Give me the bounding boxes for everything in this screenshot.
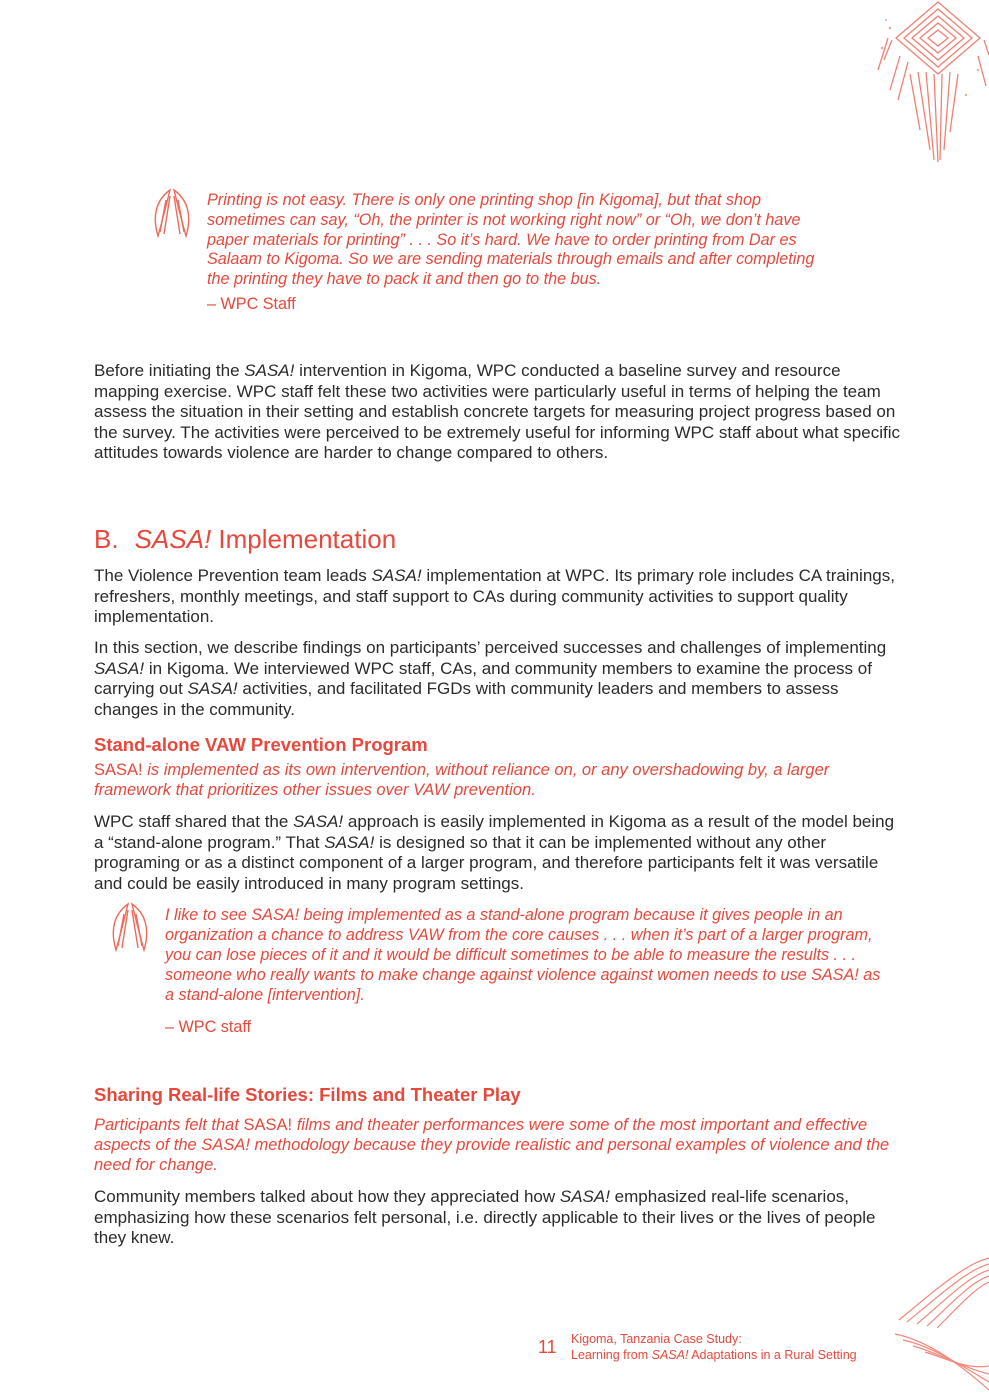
quote-attribution: – WPC Staff bbox=[207, 294, 296, 313]
wave-lines-ornament-icon bbox=[895, 1250, 989, 1400]
body-paragraph: WPC staff shared that the SASA! approach is easily implemented in Kigoma as a result of the model being a “stand-alone program.” That SASA! is designed so that it can be implemented without any other programing or as a distinct component of a larger program, and therefore participants felt it was versatile and could be easily introduced in many program settings. bbox=[94, 812, 895, 893]
quote-text: Printing is not easy. There is only one printing shop [in Kigoma], but that shop sometimes can say, “Oh, the printer is not working right now” or “Oh, we don’t have paper materials for printing” . . . So it’s hard. We have to order printing from Dar es Salaam to Kigoma. So we are sending materials through emails and after completing the printing they have to pack it and then go to the bus. bbox=[207, 191, 815, 289]
footer-running-title: Kigoma, Tanzania Case Study: Learning from SASA! Adaptations in a Rural Setting bbox=[571, 1332, 857, 1362]
quote-text: I like to see SASA! being implemented as a stand-alone program because it gives people in an organization a chance to address VAW from the core causes . . . when it’s part of a larger program, you can lose pieces of it and it would be difficult sometimes to be able to measure the results . . . someone who really wants to make change against violence against women needs to use SASA! as a stand-alone [intervention]. bbox=[165, 906, 881, 1004]
body-paragraph: Before initiating the SASA! intervention in Kigoma, WPC conducted a baseline survey and resource mapping exercise. WPC staff felt these two activities were particularly useful in terms of helping the team assess the situation in their setting and establish concrete targets for measuring project progress based on the survey. The activities were perceived to be extremely useful for informing WPC staff about what specific attitudes towards violence are harder to change compared to others. bbox=[94, 361, 900, 462]
body-paragraph: The Violence Prevention team leads SASA! implementation at WPC. Its primary role includes CA trainings, refreshers, monthly meetings, and staff support to CAs during community activities to support quality implementation. bbox=[94, 566, 895, 626]
section-heading: B. SASA! Implementation bbox=[94, 524, 397, 554]
pull-quote bbox=[165, 905, 890, 1037]
body-paragraph: Community members talked about how they appreciated how SASA! emphasized real-life scenarios, emphasizing how these scenarios felt personal, i.e. directly applicable to their lives or the lives of people they knew. bbox=[94, 1187, 876, 1247]
tribal-diamond-ornament-icon bbox=[870, 0, 989, 165]
page-number: 11 bbox=[538, 1337, 557, 1357]
subsection-lead: Participants felt that SASA! films and theater performances were some of the most important and effective aspects of the SASA! methodology because they provide realistic and personal examples of violence and the need for change. bbox=[94, 1116, 890, 1174]
quote-attribution: – WPC staff bbox=[165, 1018, 252, 1036]
pull-quote bbox=[207, 191, 822, 315]
subsection-lead: SASA! is implemented as its own intervention, without reliance on, or any overshadowing by, a larger framework that prioritizes other issues over VAW prevention. bbox=[94, 761, 830, 799]
subsection-heading: Sharing Real-life Stories: Films and Theater Play bbox=[94, 1084, 521, 1105]
quote-leaf-icon bbox=[106, 900, 154, 952]
subsection-heading: Stand-alone VAW Prevention Program bbox=[94, 734, 428, 755]
body-paragraph: In this section, we describe findings on participants’ perceived successes and challenges of implementing SASA! in Kigoma. We interviewed WPC staff, CAs, and community members to examine the process of carrying out SASA! activities, and facilitated FGDs with community leaders and members to assess changes in the community. bbox=[94, 638, 887, 719]
quote-leaf-icon bbox=[148, 186, 196, 238]
